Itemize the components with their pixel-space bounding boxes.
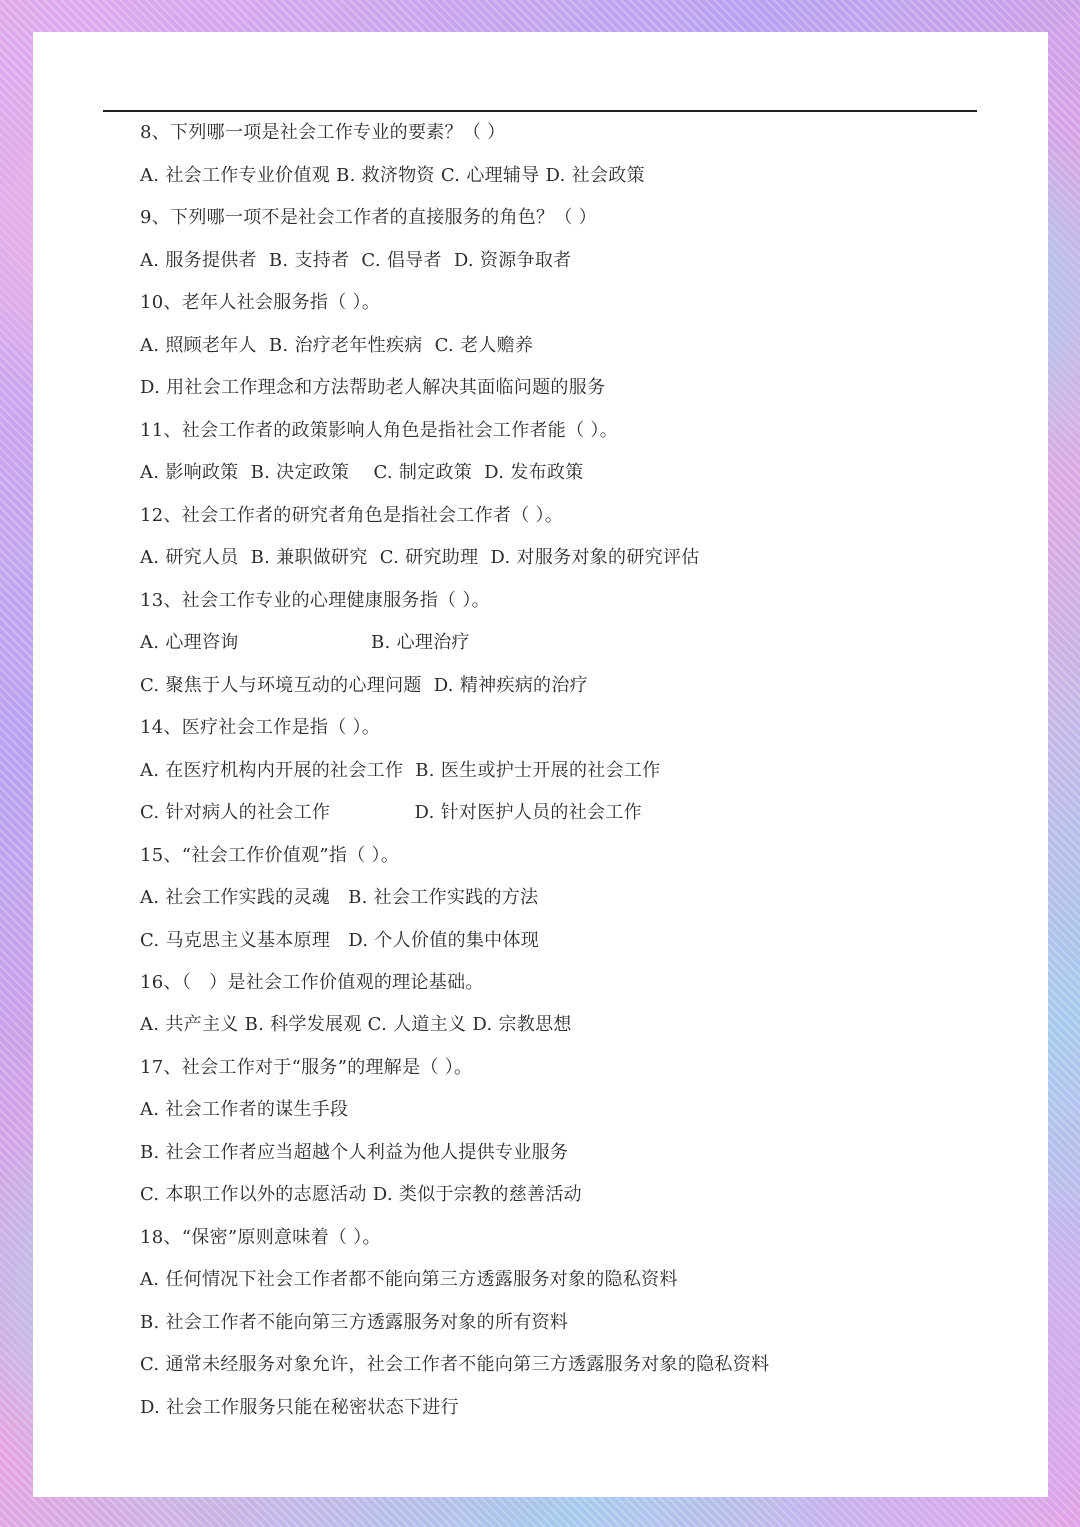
- question-8: 8、下列哪一项是社会工作专业的要素？（ ）: [140, 122, 506, 143]
- question-14-options-ab: A. 在医疗机构内开展的社会工作 B. 医生或护士开展的社会工作: [140, 760, 661, 781]
- question-8-options: A. 社会工作专业价值观 B. 救济物资 C. 心理辅导 D. 社会政策: [140, 165, 645, 186]
- question-18-option-a: A. 任何情况下社会工作者都不能向第三方透露服务对象的隐私资料: [140, 1269, 678, 1290]
- question-18-option-b: B. 社会工作者不能向第三方透露服务对象的所有资料: [140, 1312, 569, 1333]
- question-12-options: A. 研究人员 B. 兼职做研究 C. 研究助理 D. 对服务对象的研究评估: [140, 547, 700, 568]
- question-11: 11、社会工作者的政策影响人角色是指社会工作者能（ ）。: [140, 420, 619, 441]
- question-16-options: A. 共产主义 B. 科学发展观 C. 人道主义 D. 宗教思想: [140, 1014, 572, 1035]
- question-9: 9、下列哪一项不是社会工作者的直接服务的角色？（ ）: [140, 207, 597, 228]
- question-12: 12、社会工作者的研究者角色是指社会工作者（ ）。: [140, 505, 564, 526]
- question-16: 16、（ ）是社会工作价值观的理论基础。: [140, 972, 484, 993]
- question-13-options-cd: C. 聚焦于人与环境互动的心理问题 D. 精神疾病的治疗: [140, 675, 588, 696]
- question-10-options-abc: A. 照顾老年人 B. 治疗老年性疾病 C. 老人赡养: [140, 335, 534, 356]
- header-rule: [103, 110, 977, 112]
- question-13: 13、社会工作专业的心理健康服务指（ ）。: [140, 590, 490, 611]
- question-9-options: A. 服务提供者 B. 支持者 C. 倡导者 D. 资源争取者: [140, 250, 572, 271]
- question-13-options-ab: A. 心理咨询 B. 心理治疗: [140, 632, 470, 653]
- question-15-options-ab: A. 社会工作实践的灵魂 B. 社会工作实践的方法: [140, 887, 539, 908]
- question-18-option-c: C. 通常未经服务对象允许，社会工作者不能向第三方透露服务对象的隐私资料: [140, 1354, 770, 1375]
- question-11-options: A. 影响政策 B. 决定政策 C. 制定政策 D. 发布政策: [140, 462, 584, 483]
- question-18: 18、“保密”原则意味着（ ）。: [140, 1227, 381, 1248]
- question-17-option-a: A. 社会工作者的谋生手段: [140, 1099, 349, 1120]
- question-17-option-b: B. 社会工作者应当超越个人利益为他人提供专业服务: [140, 1142, 569, 1163]
- question-14-options-cd: C. 针对病人的社会工作 D. 针对医护人员的社会工作: [140, 802, 642, 823]
- question-18-option-d: D. 社会工作服务只能在秘密状态下进行: [140, 1397, 459, 1418]
- question-14: 14、医疗社会工作是指（ ）。: [140, 717, 381, 738]
- question-17-options-cd: C. 本职工作以外的志愿活动 D. 类似于宗教的慈善活动: [140, 1184, 582, 1205]
- question-15: 15、“社会工作价值观”指（ ）。: [140, 845, 400, 866]
- question-15-options-cd: C. 马克思主义基本原理 D. 个人价值的集中体现: [140, 930, 540, 951]
- question-10-option-d: D. 用社会工作理念和方法帮助老人解决其面临问题的服务: [140, 377, 606, 398]
- question-10: 10、老年人社会服务指（ ）。: [140, 292, 381, 313]
- question-17: 17、社会工作对于“服务”的理解是（ ）。: [140, 1057, 473, 1078]
